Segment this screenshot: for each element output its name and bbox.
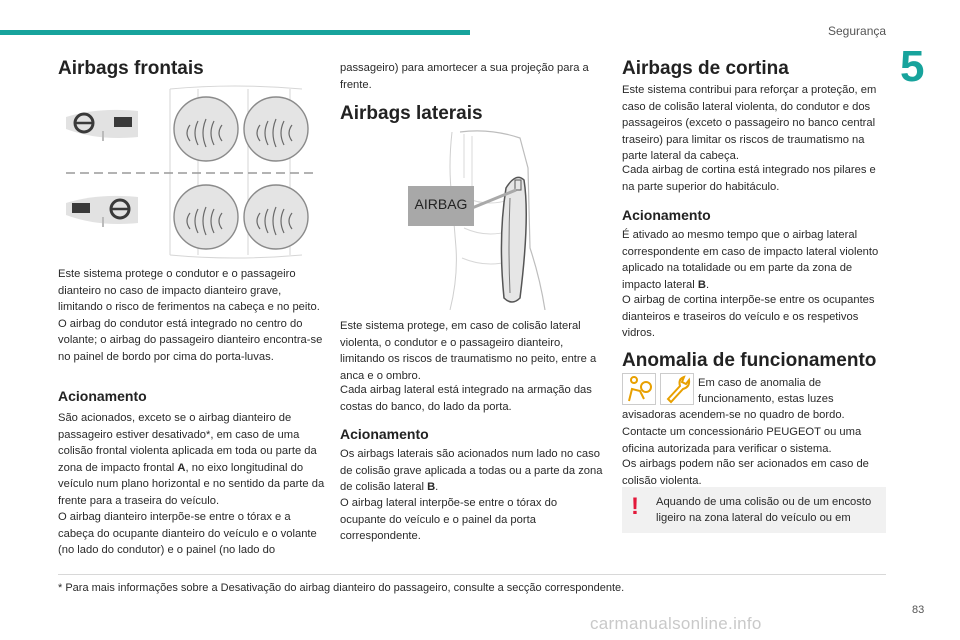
header-accent-bar [0,30,470,35]
side-activation-title: Acionamento [340,426,429,442]
curtain-activation-text-2: O airbag de cortina interpõe-se entre os ocupantes dianteiros e traseiros do veículo e os respetivos vidros. [622,294,875,340]
curtain-activation-text: É ativado ao mesmo tempo que o airbag lateral correspondente em caso de impacto lateral violento aplicado na totalidade ou em parte da zona de impacto lateral B. [622,229,879,291]
frontal-intro: Este sistema protege o condutor e o passageiro dianteiro no caso de impacto dianteiro grave, limitando o risco de ferimentos na cabeça e no peito. O airbag do condutor está integrado no centro do volante; o airbag do passageiro dianteiro encontra-se no painel de bordo por cima do porta-luvas. [58,268,323,363]
warning-text: Aquando de uma colisão ou de um encosto ligeiro na zona lateral do veículo ou em [656,496,872,524]
fault-title: Anomalia de funcionamento [622,350,877,371]
fault-text-1b: funcionamento, estas luzes [698,393,834,405]
fault-text-2: Contacte um concessionário PEUGEOT ou uma oficina autorizada para verificar o sistema. [622,426,862,455]
footnote: * Para mais informações sobre a Desativação do airbag dianteiro do passageiro, consulte a secção correspondente. [58,582,625,594]
footnote-divider [58,574,886,575]
section-name: Segurança [828,24,887,38]
side-intro-2: Cada airbag lateral está integrado na armação das costas do banco, do lado da porta. [340,384,592,413]
warning-icon: ! [631,493,639,520]
curtain-intro: Este sistema contribui para reforçar a proteção, em caso de colisão lateral violenta, do condutor e dos passageiros (exceto o passageiro no banco central traseiro) para limitar os riscos de traumatismo na parte lateral da cabeça. [622,84,877,163]
airbag-label: AIRBAG [414,196,468,212]
frontal-airbags-illustration [58,85,320,260]
fault-text-1c: avisadoras acendem-se no quadro de bordo. [622,409,845,421]
page-number: 83 [912,604,925,616]
curtain-activation-title: Acionamento [622,207,711,223]
side-activation-text-2: O airbag lateral interpõe-se entre o tórax do ocupante do veículo e o painel da porta correspondente. [340,497,558,543]
airbag-warning-lamp-icon [622,373,656,405]
frontal-activation-title: Acionamento [58,388,147,404]
chapter-number: 5 [900,42,925,91]
frontal-continuation: passageiro) para amortecer a sua projeção para a frente. [340,62,589,91]
side-airbags-title: Airbags laterais [340,103,483,124]
frontal-activation-text-2: O airbag dianteiro interpõe-se entre o tórax e a cabeça do ocupante dianteiro do veículo e o volante (no lado do condutor) e o painel (no lado do [58,511,317,557]
side-intro: Este sistema protege, em caso de colisão lateral violenta, o condutor e o passageiro dianteiro, limitando os riscos de traumatismo no peito, entre a anca e o ombro. [340,320,597,382]
watermark: carmanualsonline.info [590,614,762,633]
frontal-airbags-title: Airbags frontais [58,58,204,79]
curtain-airbags-title: Airbags de cortina [622,58,789,79]
fault-text-1a: Em caso de anomalia de [698,377,822,389]
service-wrench-icon [660,373,694,405]
frontal-activation-text: São acionados, exceto se o airbag dianteiro de passageiro estiver desativado*, em caso de uma colisão frontal violenta aplicada em toda ou parte da zona de impacto frontal A, no eixo longitudinal do veículo num plano horizontal e no sentido da parte da frente para a traseira do veículo. [58,412,325,507]
side-activation-text: Os airbags laterais são acionados num lado no caso de colisão grave aplicada a todas ou a parte da zona de colisão lateral B. [340,448,603,494]
fault-text-3: Os airbags podem não ser acionados em caso de colisão violenta. [622,458,869,487]
curtain-intro-2: Cada airbag de cortina está integrado nos pilares e na parte superior do habitáculo. [622,164,876,193]
